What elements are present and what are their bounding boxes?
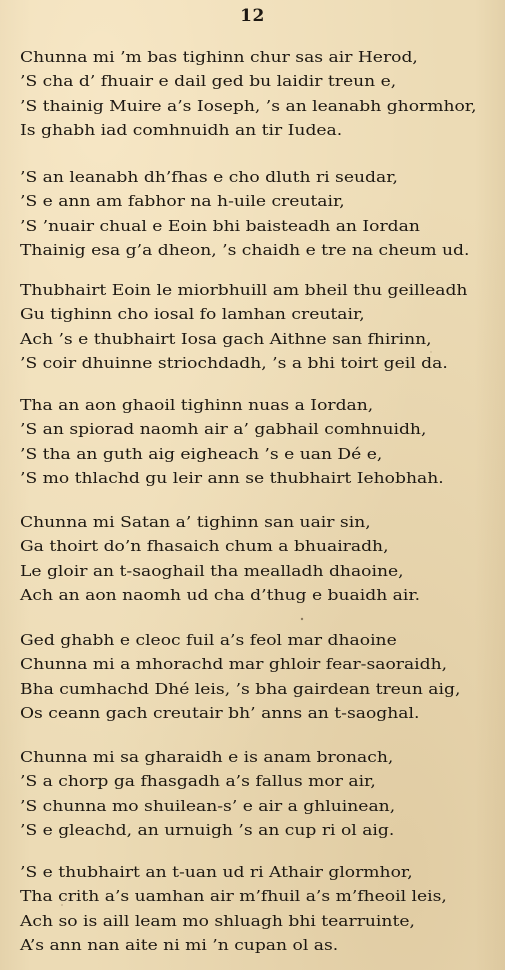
- verse-line: Os ceann gach creutair bh’ anns an t-saoghal.: [20, 704, 420, 723]
- verse-line: Ach an aon naomh ud cha d’thug e buaidh air.: [20, 586, 421, 605]
- verse-line: Thubhairt Eoin le miorbhuill am bheil thu geilleadh: [20, 281, 468, 299]
- verse-line: Ach so is aill leam mo shluagh bhi tearruinte,: [20, 911, 415, 930]
- verse-line: ’S tha an guth aig eigheach ’s e uan Dé e,: [20, 444, 383, 463]
- verse-line: ’S chunna mo shuilean-s’ e air a ghluinean,: [20, 796, 396, 815]
- verse-line: Is ghabh iad comhnuidh an tir Iudea.: [20, 121, 343, 140]
- verse-line: Ach ’s e thubhairt Iosa gach Aithne san fhirinn,: [20, 329, 432, 348]
- verse-line: ’S e thubhairt an t-uan ud ri Athair glormhor,: [20, 863, 413, 881]
- verse-line: Chunna mi a mhorachd mar ghloir fear-saoraidh,: [20, 655, 448, 674]
- verse-line: Tha an aon ghaoil tighinn nuas a Iordan,: [20, 396, 374, 414]
- page-number: 12: [240, 6, 265, 26]
- verse-line: ’S mo thlachd gu leir ann se thubhairt Iehobhah.: [20, 469, 444, 488]
- verse-line: Chunna mi sa gharaidh e is anam bronach,: [20, 748, 394, 766]
- verse-line: A’s ann nan aite ni mi ’n cupan ol as.: [20, 936, 339, 955]
- verse-line: Le gloir an t-saoghail tha mealladh dhaoine,: [20, 561, 404, 580]
- verse-line: Chunna mi Satan a’ tighinn san uair sin,: [20, 513, 371, 531]
- verse-line: Ged ghabh e cleoc fuil a’s feol mar dhaoine: [20, 631, 397, 649]
- verse-line: ’S cha d’ fhuair e dail ged bu laidir treun e,: [20, 72, 397, 91]
- verse-line: Tha crith a’s uamhan air m’fhuil a’s m’fheoil leis,: [20, 887, 447, 906]
- verse-line: ’S an spiorad naomh air a’ gabhail comhnuidh,: [20, 420, 427, 439]
- verse-line: Ga thoirt do’n fhasaich chum a bhuairadh,: [20, 537, 389, 556]
- verse-line: ’S an leanabh dh’fhas e cho dluth ri seudar,: [20, 168, 398, 186]
- verse-line: ’S e ann am fabhor na h-uile creutair,: [20, 192, 345, 211]
- verse-line: ’S coir dhuinne striochdadh, ’s a bhi toirt geil da.: [20, 354, 448, 373]
- verse-line: ’S thainig Muire a’s Ioseph, ’s an leanabh ghormhor,: [20, 96, 477, 115]
- verse-line: Bha cumhachd Dhé leis, ’s bha gairdean treun aig,: [20, 679, 461, 698]
- verse-line: ’S e gleachd, an urnuigh ’s an cup ri ol aig.: [20, 821, 395, 840]
- verse-line: Chunna mi ’m bas tighinn chur sas air Herod,: [20, 48, 418, 66]
- verse-line: Thainig esa g’a dheon, ’s chaidh e tre na cheum ud.: [20, 241, 470, 260]
- verse-line: ’S a chorp ga fhasgadh a’s fallus mor air,: [20, 772, 376, 791]
- verse-line: ’S ’nuair chual e Eoin bhi baisteadh an Iordan: [20, 216, 420, 235]
- verse-line: Gu tighinn cho iosal fo lamhan creutair,: [20, 305, 365, 324]
